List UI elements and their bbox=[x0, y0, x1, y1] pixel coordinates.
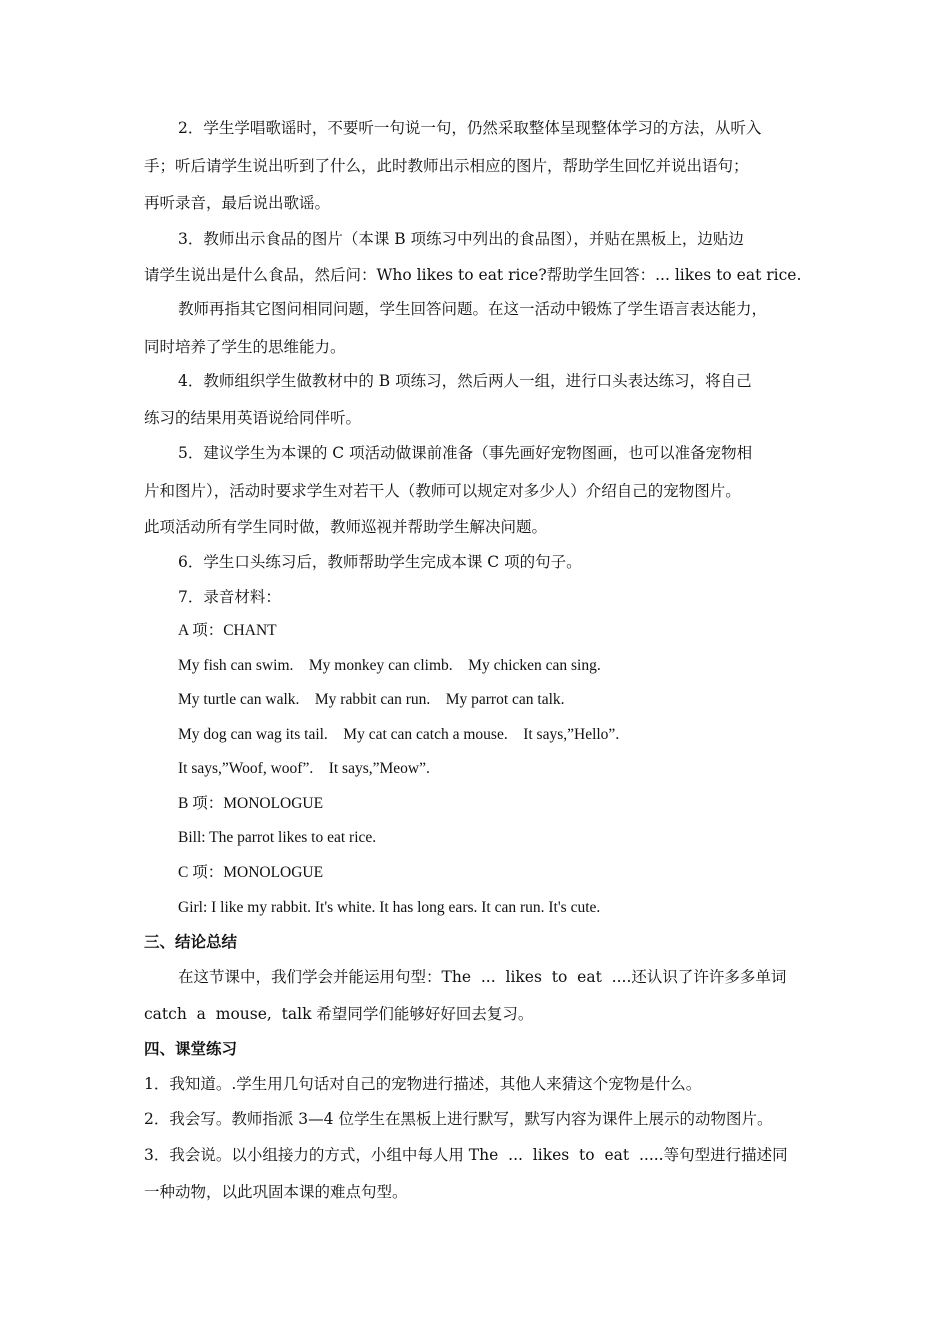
chant-title: A 项：CHANT bbox=[178, 622, 277, 639]
paragraph-4-line-1: 4．教师组织学生做教材中的 B 项练习，然后两人一组，进行口头表达练习，将自己 bbox=[178, 372, 752, 390]
paragraph-4-line-2: 练习的结果用英语说给同伴听。 bbox=[144, 409, 362, 427]
paragraph-7: 7．录音材料： bbox=[178, 588, 281, 606]
chant-line-2: My turtle can walk. My rabbit can run. My parrot can talk. bbox=[178, 691, 565, 708]
monologue-c-title: C 项：MONOLOGUE bbox=[178, 864, 324, 881]
exercise-2: 2．我会写。教师指派 3—4 位学生在黑板上进行默写，默写内容为课件上展示的动物图片。 bbox=[144, 1110, 773, 1128]
paragraph-3b-line-1: 教师再指其它图问相同问题，学生回答问题。在这一活动中锻炼了学生语言表达能力， bbox=[178, 300, 768, 318]
paragraph-5-line-2: 片和图片），活动时要求学生对若干人（教师可以规定对多少人）介绍自己的宠物图片。 bbox=[144, 482, 741, 500]
paragraph-2-line-1: 2．学生学唱歌谣时，不要听一句说一句，仍然采取整体呈现整体学习的方法，从听入 bbox=[178, 119, 762, 137]
exercise-3-line-1: 3．我会说。以小组接力的方式，小组中每人用 The ... likes to eat .....等句型进行描述同 bbox=[144, 1146, 788, 1164]
paragraph-2-line-2: 手；听后请学生说出听到了什么，此时教师出示相应的图片，帮助学生回忆并说出语句； bbox=[144, 157, 749, 175]
paragraph-6: 6．学生口头练习后，教师帮助学生完成本课 C 项的句子。 bbox=[178, 553, 582, 571]
chant-line-4: It says,”Woof, woof”. It says,”Meow”. bbox=[178, 760, 430, 777]
section-4-heading: 四、课堂练习 bbox=[144, 1040, 238, 1058]
paragraph-5-line-1: 5．建议学生为本课的 C 项活动做课前准备（事先画好宠物图画，也可以准备宠物相 bbox=[178, 444, 753, 462]
section-3-line-2: catch a mouse, talk 希望同学们能够好好回去复习。 bbox=[144, 1005, 534, 1023]
chant-line-1: My fish can swim. My monkey can climb. My chicken can sing. bbox=[178, 657, 601, 674]
chant-line-3: My dog can wag its tail. My cat can catch a mouse. It says,”Hello”. bbox=[178, 726, 620, 743]
section-3-heading: 三、结论总结 bbox=[144, 933, 238, 951]
paragraph-5-line-3: 此项活动所有学生同时做，教师巡视并帮助学生解决问题。 bbox=[144, 518, 548, 536]
monologue-c-line: Girl: I like my rabbit. It's white. It has long ears. It can run. It's cute. bbox=[178, 899, 601, 916]
paragraph-3-line-2: 请学生说出是什么食品，然后问：Who likes to eat rice?帮助学生回答：... likes to eat rice. bbox=[144, 266, 802, 284]
monologue-b-title: B 项：MONOLOGUE bbox=[178, 795, 324, 812]
exercise-1: 1．我知道。.学生用几句话对自己的宠物进行描述，其他人来猜这个宠物是什么。 bbox=[144, 1075, 702, 1093]
paragraph-2-line-3: 再听录音，最后说出歌谣。 bbox=[144, 194, 331, 212]
paragraph-3-line-1: 3．教师出示食品的图片（本课 B 项练习中列出的食品图），并贴在黑板上，边贴边 bbox=[178, 230, 744, 248]
monologue-b-line: Bill: The parrot likes to eat rice. bbox=[178, 829, 377, 846]
paragraph-3b-line-2: 同时培养了学生的思维能力。 bbox=[144, 338, 346, 356]
exercise-3-line-2: 一种动物，以此巩固本课的难点句型。 bbox=[144, 1183, 408, 1201]
section-3-line-1: 在这节课中，我们学会并能运用句型：The ... likes to eat ....还认识了许许多多单词 bbox=[178, 968, 787, 986]
